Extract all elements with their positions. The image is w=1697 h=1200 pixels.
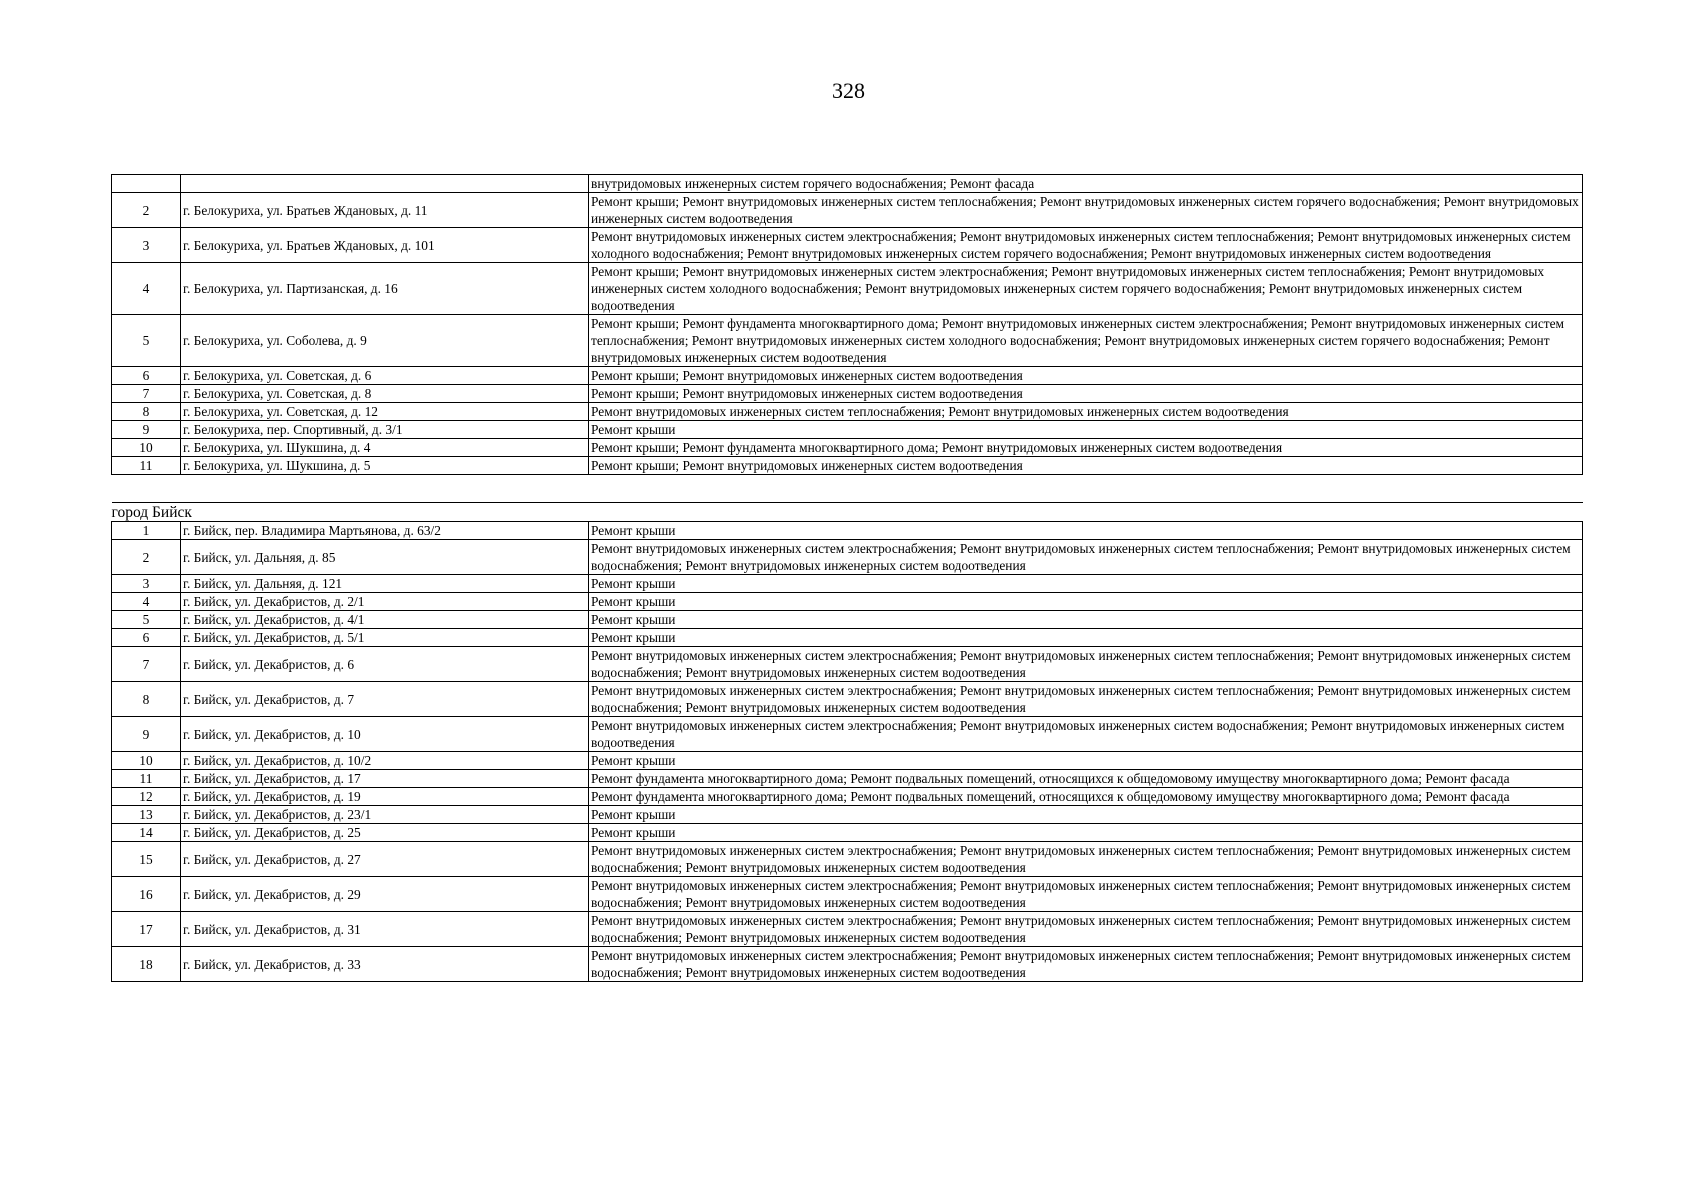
row-works: внутридомовых инженерных систем горячего водоснабжения; Ремонт фасада <box>589 175 1583 193</box>
row-address: г. Белокуриха, ул. Шукшина, д. 4 <box>181 439 589 457</box>
row-number: 9 <box>112 421 181 439</box>
row-number: 7 <box>112 647 181 682</box>
table-row <box>112 263 1583 315</box>
table-row <box>112 717 1583 752</box>
table-row <box>112 806 1583 824</box>
row-number: 2 <box>112 540 181 575</box>
row-address: г. Белокуриха, ул. Советская, д. 12 <box>181 403 589 421</box>
table-row <box>112 788 1583 806</box>
row-address: г. Бийск, ул. Декабристов, д. 6 <box>181 647 589 682</box>
row-works: Ремонт фундамента многоквартирного дома; Ремонт подвальных помещений, относящихся к общедомовому имуществу многоквартирного дома; Ремонт фасада <box>589 770 1583 788</box>
table-row <box>112 770 1583 788</box>
row-works: Ремонт внутридомовых инженерных систем электроснабжения; Ремонт внутридомовых инженерных систем теплоснабжения; Ремонт внутридомовых инженерных систем водоснабжения; Ремонт внутридомовых инженерных систем водоотведения <box>589 540 1583 575</box>
row-number: 10 <box>112 752 181 770</box>
table-row <box>112 315 1583 367</box>
row-works: Ремонт крыши <box>589 522 1583 540</box>
row-address: г. Бийск, ул. Декабристов, д. 2/1 <box>181 593 589 611</box>
row-works: Ремонт крыши; Ремонт внутридомовых инженерных систем электроснабжения; Ремонт внутридомовых инженерных систем теплоснабжения; Ремонт внутридомовых инженерных систем холодного водоснабжения; Ремонт внутридомовых инженерных систем горячего водоснабжения; Ремонт внутридомовых инженерных систем водоотведения <box>589 263 1583 315</box>
row-works: Ремонт фундамента многоквартирного дома; Ремонт подвальных помещений, относящихся к общедомовому имуществу многоквартирного дома; Ремонт фасада <box>589 788 1583 806</box>
row-address: г. Бийск, ул. Декабристов, д. 10 <box>181 717 589 752</box>
row-address: г. Белокуриха, пер. Спортивный, д. 3/1 <box>181 421 589 439</box>
table-row <box>112 421 1583 439</box>
row-number: 18 <box>112 947 181 982</box>
row-works: Ремонт крыши; Ремонт фундамента многоквартирного дома; Ремонт внутридомовых инженерных систем водоотведения <box>589 439 1583 457</box>
row-works: Ремонт крыши; Ремонт внутридомовых инженерных систем водоотведения <box>589 385 1583 403</box>
row-address: г. Бийск, ул. Декабристов, д. 27 <box>181 842 589 877</box>
row-works: Ремонт крыши <box>589 752 1583 770</box>
row-works: Ремонт внутридомовых инженерных систем электроснабжения; Ремонт внутридомовых инженерных систем теплоснабжения; Ремонт внутридомовых инженерных систем водоснабжения; Ремонт внутридомовых инженерных систем водоотведения <box>589 647 1583 682</box>
page-number: 328 <box>832 78 865 103</box>
row-works: Ремонт крыши <box>589 593 1583 611</box>
row-address: г. Бийск, пер. Владимира Мартьянова, д. 63/2 <box>181 522 589 540</box>
row-address: г. Белокуриха, ул. Соболева, д. 9 <box>181 315 589 367</box>
row-number: 15 <box>112 842 181 877</box>
row-works: Ремонт крыши; Ремонт внутридомовых инженерных систем водоотведения <box>589 457 1583 475</box>
table-row <box>112 611 1583 629</box>
row-works: Ремонт крыши <box>589 575 1583 593</box>
row-address: г. Бийск, ул. Декабристов, д. 4/1 <box>181 611 589 629</box>
row-works: Ремонт крыши <box>589 806 1583 824</box>
row-address: г. Бийск, ул. Декабристов, д. 5/1 <box>181 629 589 647</box>
row-number: 10 <box>112 439 181 457</box>
row-number: 12 <box>112 788 181 806</box>
table-row <box>112 842 1583 877</box>
table-row <box>112 540 1583 575</box>
table-row <box>112 682 1583 717</box>
row-address: г. Бийск, ул. Декабристов, д. 19 <box>181 788 589 806</box>
table-row <box>112 385 1583 403</box>
row-address: г. Белокуриха, ул. Шукшина, д. 5 <box>181 457 589 475</box>
table-row <box>112 457 1583 475</box>
row-address: г. Белокуриха, ул. Братьев Ждановых, д. 101 <box>181 228 589 263</box>
row-number: 1 <box>112 522 181 540</box>
row-works: Ремонт внутридомовых инженерных систем теплоснабжения; Ремонт внутридомовых инженерных систем водоотведения <box>589 403 1583 421</box>
row-number: 3 <box>112 228 181 263</box>
row-number: 13 <box>112 806 181 824</box>
spacer-cell <box>112 475 1583 503</box>
table-row <box>112 228 1583 263</box>
row-works: Ремонт крыши <box>589 421 1583 439</box>
table-row <box>112 593 1583 611</box>
row-number: 11 <box>112 457 181 475</box>
row-number: 9 <box>112 717 181 752</box>
row-number: 8 <box>112 682 181 717</box>
table-row-continuation <box>112 175 1583 193</box>
row-address: г. Бийск, ул. Декабристов, д. 7 <box>181 682 589 717</box>
row-works: Ремонт внутридомовых инженерных систем электроснабжения; Ремонт внутридомовых инженерных систем теплоснабжения; Ремонт внутридомовых инженерных систем водоснабжения; Ремонт внутридомовых инженерных систем водоотведения <box>589 842 1583 877</box>
row-address: г. Бийск, ул. Декабристов, д. 23/1 <box>181 806 589 824</box>
row-works: Ремонт внутридомовых инженерных систем электроснабжения; Ремонт внутридомовых инженерных систем теплоснабжения; Ремонт внутридомовых инженерных систем водоснабжения; Ремонт внутридомовых инженерных систем водоотведения <box>589 912 1583 947</box>
row-number: 7 <box>112 385 181 403</box>
row-address: г. Бийск, ул. Декабристов, д. 25 <box>181 824 589 842</box>
table-row <box>112 947 1583 982</box>
row-number: 2 <box>112 193 181 228</box>
row-works: Ремонт внутридомовых инженерных систем электроснабжения; Ремонт внутридомовых инженерных систем водоснабжения; Ремонт внутридомовых инженерных систем водоотведения <box>589 717 1583 752</box>
table-row <box>112 629 1583 647</box>
row-number: 8 <box>112 403 181 421</box>
row-number: 4 <box>112 593 181 611</box>
registry-body <box>112 175 1583 982</box>
repair-registry-table <box>111 174 1583 982</box>
row-address: г. Белокуриха, ул. Советская, д. 8 <box>181 385 589 403</box>
table-row <box>112 824 1583 842</box>
table-row <box>112 647 1583 682</box>
row-number: 6 <box>112 629 181 647</box>
row-works: Ремонт внутридомовых инженерных систем электроснабжения; Ремонт внутридомовых инженерных систем теплоснабжения; Ремонт внутридомовых инженерных систем водоснабжения; Ремонт внутридомовых инженерных систем водоотведения <box>589 682 1583 717</box>
row-works: Ремонт крыши; Ремонт внутридомовых инженерных систем теплоснабжения; Ремонт внутридомовых инженерных систем горячего водоснабжения; Ремонт внутридомовых инженерных систем водоотведения <box>589 193 1583 228</box>
row-address: г. Белокуриха, ул. Партизанская, д. 16 <box>181 263 589 315</box>
row-works: Ремонт внутридомовых инженерных систем электроснабжения; Ремонт внутридомовых инженерных систем теплоснабжения; Ремонт внутридомовых инженерных систем холодного водоснабжения; Ремонт внутридомовых инженерных систем горячего водоснабжения; Ремонт внутридомовых инженерных систем водоотведения <box>589 228 1583 263</box>
row-works: Ремонт крыши <box>589 824 1583 842</box>
row-address: г. Бийск, ул. Декабристов, д. 17 <box>181 770 589 788</box>
row-number <box>112 175 181 193</box>
row-number: 4 <box>112 263 181 315</box>
city-heading-biysk: город Бийск <box>112 503 1583 522</box>
section-spacer <box>112 475 1583 503</box>
row-works: Ремонт крыши; Ремонт фундамента многоквартирного дома; Ремонт внутридомовых инженерных систем электроснабжения; Ремонт внутридомовых инженерных систем теплоснабжения; Ремонт внутридомовых инженерных систем холодного водоснабжения; Ремонт внутридомовых инженерных систем горячего водоснабжения; Ремонт внутридомовых инженерных систем водоотведения <box>589 315 1583 367</box>
table-row <box>112 193 1583 228</box>
row-number: 14 <box>112 824 181 842</box>
row-address: г. Бийск, ул. Декабристов, д. 29 <box>181 877 589 912</box>
row-works: Ремонт внутридомовых инженерных систем электроснабжения; Ремонт внутридомовых инженерных систем теплоснабжения; Ремонт внутридомовых инженерных систем водоснабжения; Ремонт внутридомовых инженерных систем водоотведения <box>589 877 1583 912</box>
table-row <box>112 752 1583 770</box>
row-address: г. Бийск, ул. Декабристов, д. 33 <box>181 947 589 982</box>
row-number: 16 <box>112 877 181 912</box>
table-row <box>112 912 1583 947</box>
row-works: Ремонт внутридомовых инженерных систем электроснабжения; Ремонт внутридомовых инженерных систем теплоснабжения; Ремонт внутридомовых инженерных систем водоснабжения; Ремонт внутридомовых инженерных систем водоотведения <box>589 947 1583 982</box>
row-address: г. Белокуриха, ул. Братьев Ждановых, д. 11 <box>181 193 589 228</box>
table-row <box>112 367 1583 385</box>
row-address: г. Бийск, ул. Декабристов, д. 31 <box>181 912 589 947</box>
row-number: 17 <box>112 912 181 947</box>
table-row <box>112 877 1583 912</box>
row-address: г. Бийск, ул. Дальняя, д. 85 <box>181 540 589 575</box>
row-address: г. Белокуриха, ул. Советская, д. 6 <box>181 367 589 385</box>
table-row <box>112 575 1583 593</box>
row-address: г. Бийск, ул. Декабристов, д. 10/2 <box>181 752 589 770</box>
row-number: 5 <box>112 315 181 367</box>
table-row <box>112 403 1583 421</box>
row-works: Ремонт крыши <box>589 629 1583 647</box>
row-address <box>181 175 589 193</box>
row-works: Ремонт крыши <box>589 611 1583 629</box>
row-address: г. Бийск, ул. Дальняя, д. 121 <box>181 575 589 593</box>
table-row <box>112 522 1583 540</box>
row-number: 6 <box>112 367 181 385</box>
table-row <box>112 439 1583 457</box>
row-number: 3 <box>112 575 181 593</box>
row-works: Ремонт крыши; Ремонт внутридомовых инженерных систем водоотведения <box>589 367 1583 385</box>
row-number: 11 <box>112 770 181 788</box>
row-number: 5 <box>112 611 181 629</box>
city-section-row <box>112 503 1583 522</box>
